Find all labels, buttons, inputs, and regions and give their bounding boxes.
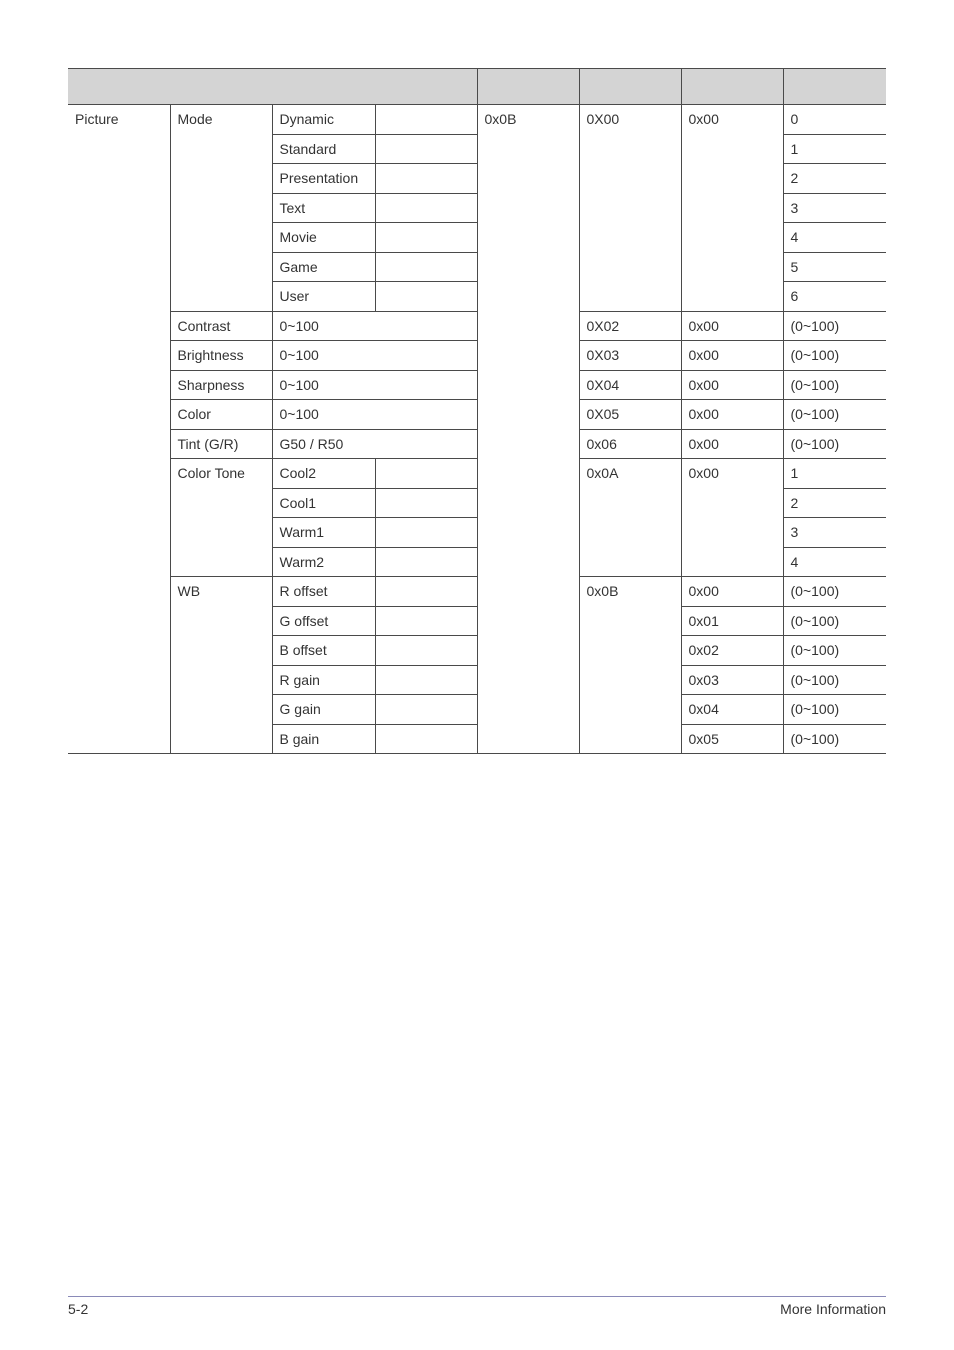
wb-item: R gain — [272, 665, 375, 695]
color-tone-item: Warm2 — [272, 547, 375, 577]
setting-label: Tint (G/R) — [170, 429, 272, 459]
color-tone-sub: 0x0A — [579, 459, 681, 577]
wb-item: R offset — [272, 577, 375, 607]
mode-label: Mode — [170, 105, 272, 312]
mode-value: 5 — [783, 252, 886, 282]
setting-sub: 0X04 — [579, 370, 681, 400]
empty-cell — [375, 636, 477, 666]
wb-id: 0x04 — [681, 695, 783, 725]
setting-value: (0~100) — [783, 429, 886, 459]
color-tone-value: 3 — [783, 518, 886, 548]
setting-sub: 0x06 — [579, 429, 681, 459]
empty-cell — [375, 488, 477, 518]
empty-cell — [375, 606, 477, 636]
wb-value: (0~100) — [783, 665, 886, 695]
empty-cell — [375, 695, 477, 725]
wb-id: 0x02 — [681, 636, 783, 666]
wb-value: (0~100) — [783, 636, 886, 666]
wb-label: WB — [170, 577, 272, 754]
mode-item: Game — [272, 252, 375, 282]
wb-item: G gain — [272, 695, 375, 725]
wb-value: (0~100) — [783, 606, 886, 636]
header-cell-cmd — [477, 69, 579, 105]
empty-cell — [375, 164, 477, 194]
empty-cell — [375, 547, 477, 577]
empty-cell — [375, 577, 477, 607]
color-tone-item: Warm1 — [272, 518, 375, 548]
cmd-cell: 0x0B — [477, 105, 579, 754]
setting-id: 0x00 — [681, 400, 783, 430]
setting-value: (0~100) — [783, 311, 886, 341]
wb-value: (0~100) — [783, 695, 886, 725]
mode-sub: 0X00 — [579, 105, 681, 312]
setting-id: 0x00 — [681, 370, 783, 400]
setting-sub: 0X05 — [579, 400, 681, 430]
picture-category: Picture — [68, 105, 170, 754]
mode-value: 4 — [783, 223, 886, 253]
command-table — [68, 68, 886, 754]
mode-item: User — [272, 282, 375, 312]
wb-item: G offset — [272, 606, 375, 636]
color-tone-id: 0x00 — [681, 459, 783, 577]
setting-range: 0~100 — [272, 370, 477, 400]
empty-cell — [375, 724, 477, 754]
setting-value: (0~100) — [783, 370, 886, 400]
setting-sub: 0X02 — [579, 311, 681, 341]
wb-item: B offset — [272, 636, 375, 666]
wb-id: 0x05 — [681, 724, 783, 754]
setting-id: 0x00 — [681, 429, 783, 459]
setting-label: Contrast — [170, 311, 272, 341]
color-tone-value: 1 — [783, 459, 886, 489]
mode-value: 3 — [783, 193, 886, 223]
mode-id: 0x00 — [681, 105, 783, 312]
color-tone-item: Cool1 — [272, 488, 375, 518]
wb-value: (0~100) — [783, 724, 886, 754]
color-tone-label: Color Tone — [170, 459, 272, 577]
setting-id: 0x00 — [681, 311, 783, 341]
setting-value: (0~100) — [783, 341, 886, 371]
setting-label: Sharpness — [170, 370, 272, 400]
empty-cell — [375, 223, 477, 253]
setting-label: Color — [170, 400, 272, 430]
header-cell-id — [681, 69, 783, 105]
mode-item: Movie — [272, 223, 375, 253]
setting-range: 0~100 — [272, 311, 477, 341]
empty-cell — [375, 252, 477, 282]
empty-cell — [375, 282, 477, 312]
header-cell-value — [783, 69, 886, 105]
header-cell-sub — [579, 69, 681, 105]
mode-value: 0 — [783, 105, 886, 135]
setting-id: 0x00 — [681, 341, 783, 371]
table-row — [68, 105, 886, 135]
setting-label: Brightness — [170, 341, 272, 371]
setting-range: G50 / R50 — [272, 429, 477, 459]
setting-range: 0~100 — [272, 341, 477, 371]
mode-value: 2 — [783, 164, 886, 194]
mode-item: Text — [272, 193, 375, 223]
mode-item: Standard — [272, 134, 375, 164]
empty-cell — [375, 459, 477, 489]
mode-item: Presentation — [272, 164, 375, 194]
mode-value: 1 — [783, 134, 886, 164]
page-number: 5-2 — [68, 1301, 89, 1317]
setting-sub: 0X03 — [579, 341, 681, 371]
wb-id: 0x01 — [681, 606, 783, 636]
wb-value: (0~100) — [783, 577, 886, 607]
mode-item: Dynamic — [272, 105, 375, 135]
setting-value: (0~100) — [783, 400, 886, 430]
wb-id: 0x03 — [681, 665, 783, 695]
empty-cell — [375, 105, 477, 135]
empty-cell — [375, 665, 477, 695]
section-title: More Information — [780, 1301, 886, 1317]
color-tone-value: 4 — [783, 547, 886, 577]
empty-cell — [375, 518, 477, 548]
mode-value: 6 — [783, 282, 886, 312]
wb-sub: 0x0B — [579, 577, 681, 754]
table-header-row — [68, 69, 886, 105]
footer-divider — [68, 1296, 886, 1297]
wb-item: B gain — [272, 724, 375, 754]
setting-range: 0~100 — [272, 400, 477, 430]
color-tone-value: 2 — [783, 488, 886, 518]
color-tone-item: Cool2 — [272, 459, 375, 489]
empty-cell — [375, 193, 477, 223]
empty-cell — [375, 134, 477, 164]
header-cell-item — [68, 69, 477, 105]
wb-id: 0x00 — [681, 577, 783, 607]
